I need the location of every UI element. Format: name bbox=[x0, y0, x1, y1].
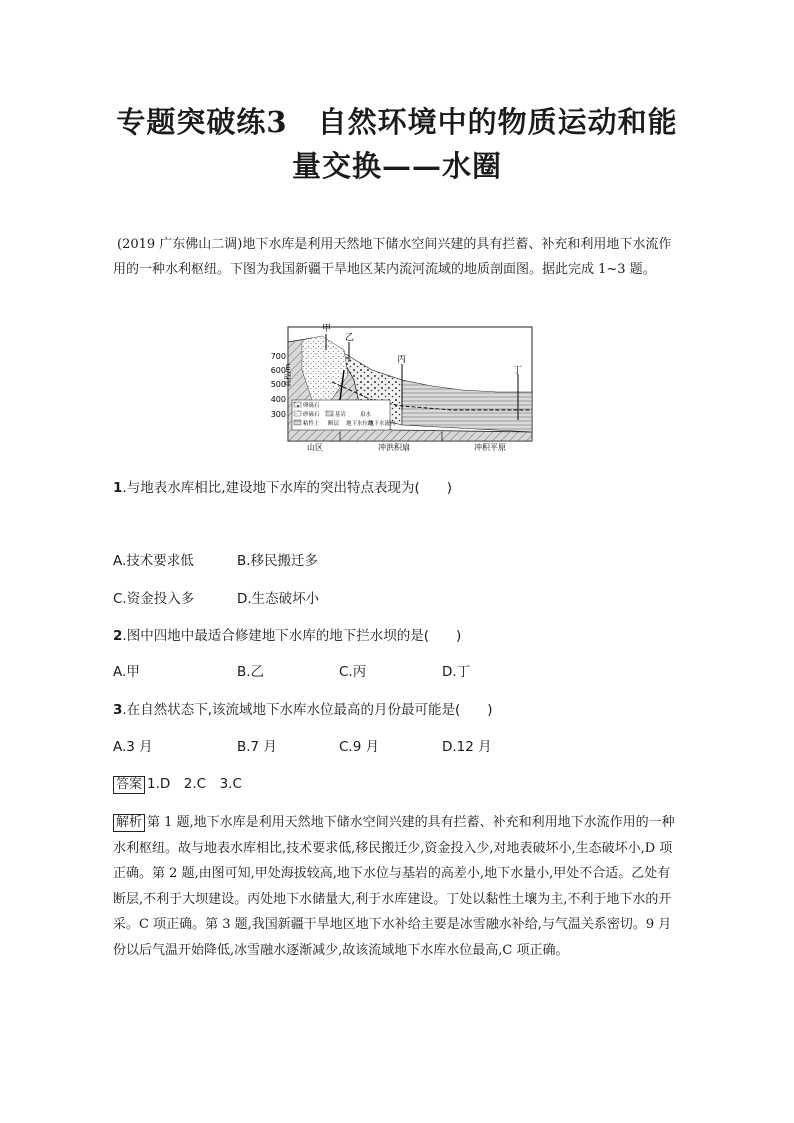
page-title bbox=[0, 100, 794, 188]
question-3 bbox=[113, 700, 493, 720]
point-label-ding: 丁 bbox=[513, 366, 523, 376]
question-stem: .与地表水库相比,建设地下水库的突出特点表现为( ) bbox=[122, 480, 453, 496]
title-line-1: 专题突破练3 自然环境中的物质运动和能 bbox=[116, 105, 678, 139]
legend-label: 泉水 bbox=[360, 412, 372, 418]
option-a[interactable]: A.甲 bbox=[113, 664, 140, 680]
zone-label: 冲积平原 bbox=[474, 443, 506, 452]
question-number: 1 bbox=[113, 480, 123, 496]
legend-label: 断层 bbox=[328, 421, 340, 427]
legend-label: 卵砾石 bbox=[303, 403, 320, 409]
option-c[interactable]: C.丙 bbox=[339, 664, 367, 680]
question-number: 3 bbox=[113, 702, 123, 718]
legend-label: 基岩 bbox=[335, 412, 347, 418]
option-b[interactable]: B.移民搬迁多 bbox=[237, 553, 319, 569]
point-label-jia: 甲 bbox=[322, 324, 332, 334]
option-d[interactable]: D.生态破坏小 bbox=[237, 591, 320, 607]
option-b[interactable]: B.乙 bbox=[237, 664, 265, 680]
zone-label: 冲洪积扇 bbox=[378, 443, 410, 452]
question-stem: .在自然状态下,该流域地下水库水位最高的月份最可能是( ) bbox=[122, 702, 493, 718]
option-c[interactable]: C.9 月 bbox=[339, 739, 380, 755]
y-tick: 300 bbox=[270, 410, 286, 419]
legend-label: 地下水位线 bbox=[346, 421, 374, 427]
question-number: 2 bbox=[113, 628, 123, 644]
legend-label: 砂砾石 bbox=[303, 412, 320, 418]
y-tick: 700 bbox=[270, 352, 286, 361]
point-label-yi: 乙 bbox=[345, 333, 355, 343]
analysis-block bbox=[113, 810, 683, 963]
option-d[interactable]: D.丁 bbox=[442, 664, 471, 680]
question-intro: (2019 广东佛山二调)地下水库是利用天然地下储水空间兴建的具有拦蓄、补充和利用地下水流作用的一种水利枢纽。下图为我国新疆干旱地区某内流河流域的地质剖面图。据此完成 1~3 题。 bbox=[113, 237, 672, 277]
question-2 bbox=[113, 626, 461, 646]
y-tick: 500 bbox=[270, 380, 286, 389]
zone-label: 山区 bbox=[307, 443, 323, 452]
question-1 bbox=[113, 478, 452, 498]
point-label-bing: 丙 bbox=[397, 355, 407, 365]
answer-tag: 答案 bbox=[113, 776, 145, 794]
option-d[interactable]: D.12 月 bbox=[442, 739, 492, 755]
question-stem: .图中四地中最适合修建地下水库的地下拦水坝的是( ) bbox=[122, 628, 462, 644]
option-a[interactable]: A.3 月 bbox=[113, 739, 153, 755]
option-a[interactable]: A.技术要求低 bbox=[113, 553, 194, 569]
y-tick: 600 bbox=[270, 366, 286, 375]
y-tick: 400 bbox=[270, 395, 286, 404]
title-line-2: 量交换——水圈 bbox=[291, 149, 502, 183]
option-c[interactable]: C.资金投入多 bbox=[113, 591, 195, 607]
answer-line bbox=[113, 774, 242, 794]
legend-label: 粘性土 bbox=[303, 421, 320, 427]
geological-section-figure bbox=[270, 320, 536, 452]
answer-text: 1.D 2.C 3.C bbox=[147, 776, 242, 792]
option-b[interactable]: B.7 月 bbox=[237, 739, 277, 755]
y-axis-label: 高程/m bbox=[284, 363, 292, 387]
analysis-tag: 解析 bbox=[113, 814, 145, 832]
analysis-text: 第 1 题,地下水库是利用天然地下储水空间兴建的具有拦蓄、补充和利用地下水流作用的一种水利枢纽。故与地表水库相比,技术要求低,移民搬迁少,资金投入少,对地表破坏小,生态破坏小,D 项正确。第 2 题,由图可知,甲处海拔较高,地下水位与基岩的高差小,地下水量小,甲处不合适。乙处有断层,不利于大坝建设。丙处地下水储量大,利于水库建设。丁处以黏性土壤为主,不利于地下水的开采。C 项正确。第 3 题,我国新疆干旱地区地下水补给主要是冰雪融水补给,与气温关系密切。9 月份以后气温开始降低,冰雪融水逐渐减少,故该流域地下水库水位最高,C 项正确。 bbox=[113, 815, 675, 958]
legend-label: 地下水流向 bbox=[368, 421, 396, 427]
